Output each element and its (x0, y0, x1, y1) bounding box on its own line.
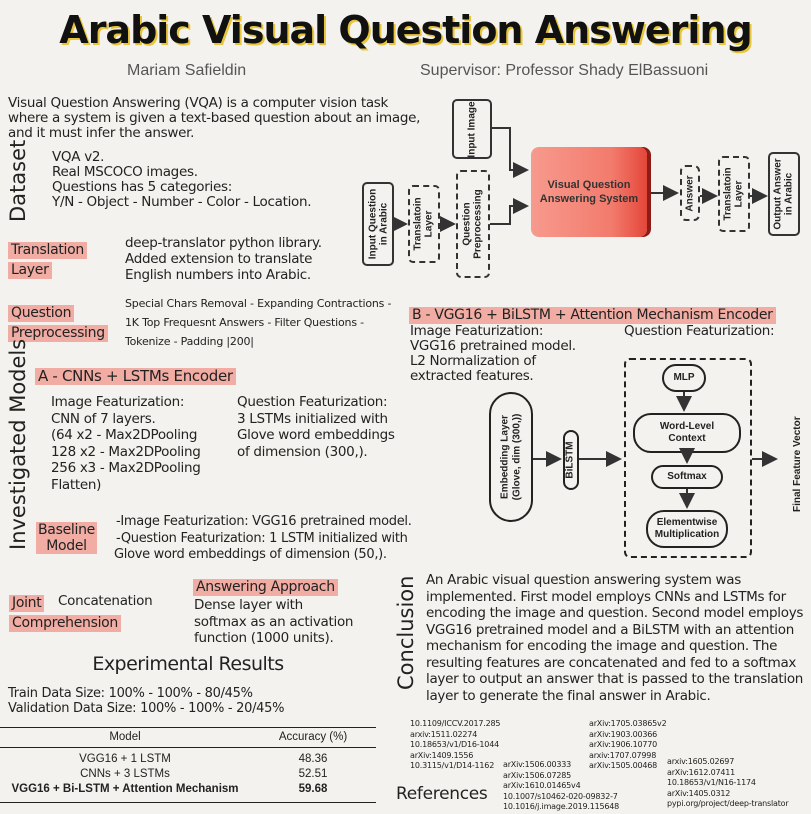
bilstm-node: BiLSTM (563, 430, 579, 490)
answering-approach-text: Dense layer with softmax as an activation function (1000 units). (194, 597, 354, 646)
column-header-model: Model (0, 728, 250, 748)
model-b-image-featurization: Image Featurization: VGG16 pretrained model. L2 Normalization of extracted features. (410, 323, 576, 384)
conclusion-text: An Arabic visual question answering system was implemented. First model employs CNNs and LSTMs for encoding the image and question. Second model employs VGG16 pretrained model and a BiLSTM with an attention mechanism for encoding the image and question. The resulting features are concatenated and fed to a softmax layer to output an answer that is passed to the translation layer to generate the final answer in Arabic. (426, 572, 804, 704)
elementwise-multiplication-node: Elementwise Multiplication (646, 510, 728, 548)
output-answer-node: Output Answer in Arabic (768, 152, 800, 236)
answering-approach-label: Answering Approach (193, 576, 338, 596)
translation-label: Translation Layer (8, 239, 87, 279)
table-row: VGG16 + 1 LSTM 48.36 (79, 753, 328, 765)
softmax-node: Softmax (651, 465, 723, 489)
results-table (0, 727, 376, 803)
table-row: CNNs + 3 LSTMs 52.51 (80, 768, 328, 780)
supervisor-name: Supervisor: Professor Shady ElBassuoni (420, 62, 709, 79)
question-preprocessing-node: Question Preprocessing (456, 170, 490, 278)
translation-layer-node: Translatoin Layer (408, 185, 440, 263)
data-sizes: Train Data Size: 100% - 100% - 80/45% Validation Data Size: 100% - 100% - 20/45% (8, 686, 285, 716)
investigated-models-label: Investigated Models (6, 338, 30, 550)
model-b-title: B - VGG16 + BiLSTM + Attention Mechanism Encoder (409, 304, 776, 324)
word-level-context-node: Word-Level Context (633, 413, 741, 453)
model-a-question-featurization: Question Featurization: 3 LSTMs initialized with Glove word embeddings of dimension (300,). (237, 394, 395, 460)
table-row-best: VGG16 + Bi-LSTM + Attention Mechanism 59.68 (0, 782, 376, 803)
translation-text: deep-translator python library. Added extension to translate English numbers into Arabic. (125, 235, 322, 283)
experimental-results-title: Experimental Results (92, 653, 284, 675)
baseline-model-label: Baseline Model (38, 522, 95, 554)
poster-title: Arabic Visual Question Answering (59, 8, 752, 52)
dataset-label: Dataset (6, 139, 30, 222)
input-image-node: Input Image (452, 99, 492, 159)
author-name: Mariam Safieldin (127, 62, 247, 79)
conclusion-label: Conclusion (394, 575, 418, 690)
references-col-2: arXiv:1506.00333 arXiv:1506.07285 arXiv:1610.01465v4 10.1007/s10462-020-09832-7 10.1016/j.image.2019.115648 (503, 760, 620, 811)
references-col-1: 10.1109/ICCV.2017.285 arxiv:1511.02274 10.18653/v1/D16-1044 arXiv:1409.1556 10.3115/v1/D14-1162 (410, 719, 501, 770)
mlp-node: MLP (662, 364, 706, 392)
references-label: References (396, 784, 488, 804)
column-header-accuracy: Accuracy (%) (250, 728, 376, 748)
dataset-text: VQA v2. Real MSCOCO images. Questions has 5 categories: Y/N - Object - Number - Color - Location. (52, 149, 312, 210)
model-a-image-featurization: Image Featurization: CNN of 7 layers. (64 x2 - Max2DPooling 128 x2 - Max2DPooling 256 x3 - Max2DPooling Flatten) (51, 394, 201, 493)
baseline-model-text: -Image Featurization: VGG16 pretrained model. -Question Featurization: 1 LSTM initialized with Glove word embeddings of dimension (50,). (114, 514, 412, 562)
preprocessing-text: Special Chars Removal - Expanding Contractions - 1K Top Frequesnt Answers - Filter Questions - Tokenize - Padding |200| (125, 297, 392, 348)
model-b-question-title: Question Featurization: (624, 323, 775, 339)
input-question-node: Input Question in Arabic (362, 182, 394, 266)
intro-text: Visual Question Answering (VQA) is a computer vision task where a system is given a text-based question about an image, and it must infer the answer. (8, 95, 421, 141)
model-a-title: A - CNNs + LSTMs Encoder (35, 366, 236, 385)
translation-layer-2-node: Translatoin Layer (718, 156, 750, 232)
vqa-system-node: Visual Question Answering System (531, 147, 647, 237)
references-col-4: arxiv:1605.02697 arXiv:1612.07411 10.18653/v1/N16-1174 arXiv:1405.0312 pypi.org/project/deep-translator (667, 757, 789, 808)
joint-comprehension-value: Concatenation (58, 593, 153, 609)
preprocessing-label: Question Preprocessing (8, 302, 108, 342)
references-col-3: arXiv:1705.03865v2 arXiv:1903.00366 arXiv:1906.10770 arxiv:1707.07998 arXiv:1505.00468 (589, 719, 667, 770)
final-feature-vector-label: Final Feature Vector (792, 416, 803, 512)
answer-node: Answer (680, 165, 700, 221)
joint-comprehension-label: Joint Comprehension (9, 592, 121, 632)
embedding-layer-node: Embedding Layer (Glove, dim (300,)) (489, 392, 533, 522)
